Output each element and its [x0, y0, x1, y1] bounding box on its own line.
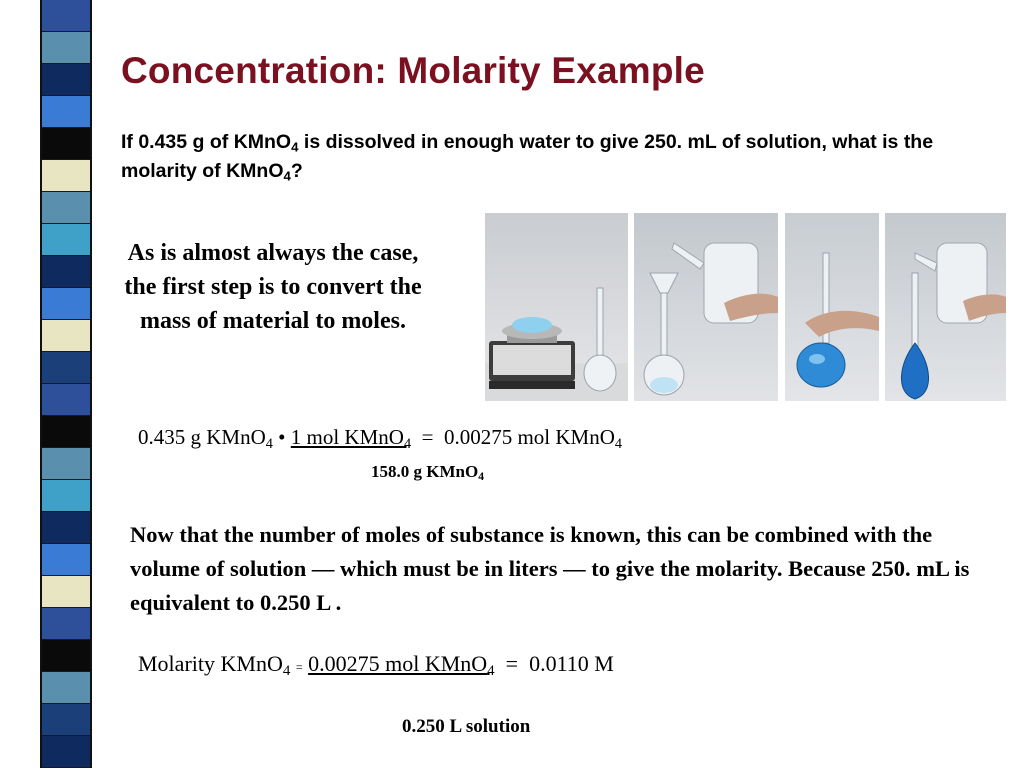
conversion-numerator: 1 mol KMnO$_4$ — [290, 425, 412, 452]
molarity-equation — [138, 647, 798, 684]
conversion-denominator: 158.0 g KMnO$_4$ — [371, 462, 484, 484]
intro-text: As is almost always the case, the first step is to convert the mass of material to moles. — [124, 240, 422, 334]
stripe-segment — [42, 288, 90, 320]
stripe-segment — [42, 384, 90, 416]
stripe-segment — [42, 448, 90, 480]
decorative-stripe-bar — [40, 0, 92, 768]
stripe-segment — [42, 256, 90, 288]
stripe-segment — [42, 320, 90, 352]
lab-photo-strip — [485, 213, 1006, 401]
conversion-result-subscript: 4 — [614, 435, 623, 452]
mass-to-moles-equation — [138, 425, 622, 450]
photo-swirling-flask — [785, 213, 879, 401]
slide-title: Concentration: Molarity Example — [121, 50, 705, 91]
question-subscript-2: 4 — [283, 168, 291, 184]
stripe-segment — [42, 416, 90, 448]
stripe-segment — [42, 32, 90, 64]
stripe-segment — [42, 736, 90, 768]
conversion-dot: • — [278, 425, 286, 449]
conversion-equals: = — [421, 425, 434, 449]
photo-filling-flask — [885, 213, 1006, 401]
stripe-segment — [42, 608, 90, 640]
molarity-numerator: 0.00275 mol KMnO$_4$ — [308, 651, 495, 680]
stripe-segment — [42, 704, 90, 736]
molarity-small-equals: = — [295, 660, 303, 674]
stripe-segment — [42, 64, 90, 96]
stripe-segment — [42, 640, 90, 672]
stripe-segment — [42, 160, 90, 192]
conversion-result: 0.00275 mol KMnO — [443, 425, 615, 449]
stripe-segment — [42, 576, 90, 608]
stripe-segment — [42, 128, 90, 160]
explanation-paragraph: Now that the number of moles of substance is known, this can be combined with the volume of solution — which must be in liters — to give the molarity. Because 250. mL is equivalent to 0.250 L . — [130, 522, 970, 615]
question-subscript-1: 4 — [291, 139, 299, 155]
question-part-2: is dissolved in enough water to give 250. mL of solution, what is the molarity of KMnO — [121, 131, 934, 182]
stripe-segment — [42, 96, 90, 128]
stripe-segment — [42, 672, 90, 704]
molarity-equals: = — [505, 651, 519, 676]
stripe-segment — [42, 224, 90, 256]
stripe-segment — [42, 512, 90, 544]
stripe-segment — [42, 544, 90, 576]
conversion-mass: 0.435 g KMnO — [138, 425, 266, 449]
molarity-result: 0.0110 M — [529, 651, 614, 676]
stripe-segment — [42, 0, 90, 32]
question-part-1: If 0.435 g of KMnO — [121, 131, 292, 153]
photo-balance-flask — [485, 213, 628, 401]
question-part-3: ? — [290, 160, 303, 182]
conversion-mass-subscript: 4 — [265, 435, 273, 452]
molarity-label: Molarity KMnO — [138, 651, 283, 676]
photo-pouring-funnel — [634, 213, 778, 401]
molarity-label-subscript: 4 — [282, 663, 291, 680]
question-text — [121, 128, 981, 186]
stripe-segment — [42, 480, 90, 512]
stripe-segment — [42, 352, 90, 384]
stripe-segment — [42, 192, 90, 224]
molarity-denominator: 0.250 L solution — [402, 716, 531, 737]
